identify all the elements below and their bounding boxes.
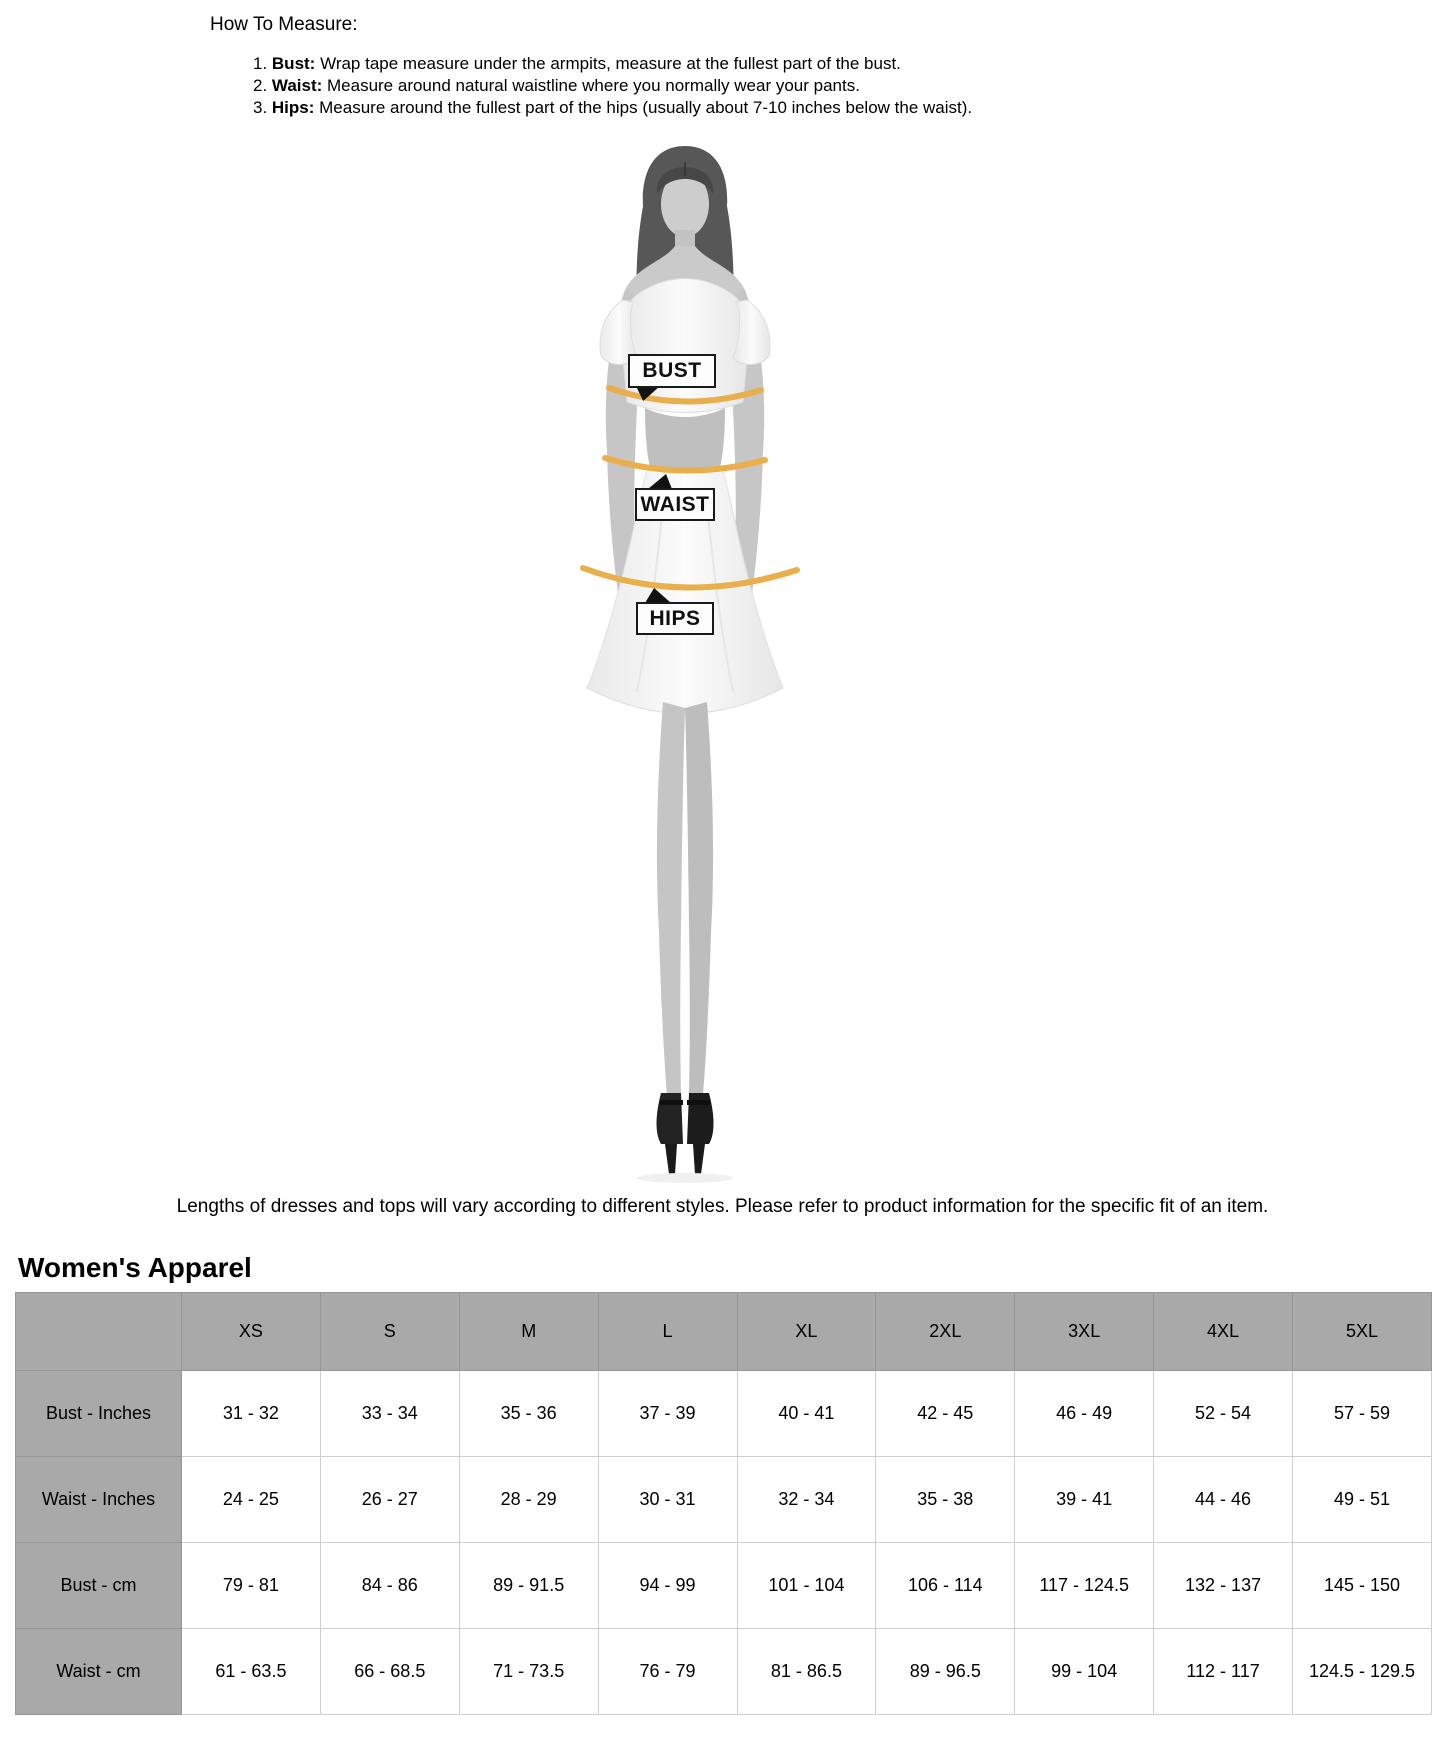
row-label: Bust - cm [16,1543,182,1629]
size-chart-table [15,1292,1432,1715]
section-title-womens-apparel: Women's Apparel [18,1252,252,1283]
size-value-cell: 46 - 49 [1015,1371,1154,1457]
size-value-cell: 99 - 104 [1015,1629,1154,1715]
size-value-cell: 84 - 86 [320,1543,459,1629]
measure-step [253,53,972,75]
size-value-cell: 32 - 34 [737,1457,876,1543]
size-value-cell: 101 - 104 [737,1543,876,1629]
size-value-cell: 117 - 124.5 [1015,1543,1154,1629]
size-value-cell: 42 - 45 [876,1371,1015,1457]
size-value-cell: 28 - 29 [459,1457,598,1543]
how-to-measure-title: How To Measure: [210,14,358,35]
size-column-header: M [459,1293,598,1371]
step-label: Hips: [271,98,320,117]
step-text: Measure around natural waistline where you normally wear your pants. [327,76,860,95]
size-value-cell: 44 - 46 [1154,1457,1293,1543]
measure-step [253,75,972,97]
row-label: Waist - cm [16,1629,182,1715]
step-label: Waist: [271,76,327,95]
size-value-cell: 31 - 32 [182,1371,321,1457]
size-value-cell: 52 - 54 [1154,1371,1293,1457]
size-column-header: L [598,1293,737,1371]
size-value-cell: 39 - 41 [1015,1457,1154,1543]
size-value-cell: 71 - 73.5 [459,1629,598,1715]
size-column-header: 3XL [1015,1293,1154,1371]
size-value-cell: 89 - 96.5 [876,1629,1015,1715]
size-value-cell: 145 - 150 [1293,1543,1432,1629]
size-value-cell: 57 - 59 [1293,1371,1432,1457]
size-value-cell: 132 - 137 [1154,1543,1293,1629]
waist-label: WAIST [635,488,715,521]
step-text: Measure around the fullest part of the hips (usually about 7-10 inches below the waist). [319,98,973,117]
size-value-cell: 40 - 41 [737,1371,876,1457]
size-value-cell: 94 - 99 [598,1543,737,1629]
row-label: Waist - Inches [16,1457,182,1543]
size-value-cell: 81 - 86.5 [737,1629,876,1715]
size-value-cell: 66 - 68.5 [320,1629,459,1715]
size-value-cell: 112 - 117 [1154,1629,1293,1715]
size-column-header: XS [182,1293,321,1371]
size-chart-header [16,1293,1432,1371]
size-value-cell: 124.5 - 129.5 [1293,1629,1432,1715]
table-row [16,1457,1432,1543]
size-value-cell: 24 - 25 [182,1457,321,1543]
size-guide-model-photo [545,140,845,1185]
size-value-cell: 89 - 91.5 [459,1543,598,1629]
size-value-cell: 33 - 34 [320,1371,459,1457]
bust-label: BUST [628,354,716,388]
size-column-header: S [320,1293,459,1371]
size-value-cell: 49 - 51 [1293,1457,1432,1543]
size-column-header: 2XL [876,1293,1015,1371]
size-chart-body [16,1371,1432,1715]
size-value-cell: 35 - 38 [876,1457,1015,1543]
row-label: Bust - Inches [16,1371,182,1457]
size-value-cell: 61 - 63.5 [182,1629,321,1715]
step-number: 1. [253,54,272,73]
step-number: 2. [253,76,272,95]
table-row [16,1629,1432,1715]
size-value-cell: 106 - 114 [876,1543,1015,1629]
size-chart-corner-cell [16,1293,182,1371]
fit-note: Lengths of dresses and tops will vary according to different styles. Please refer to product information for the specific fit of an item. [176,1196,1269,1217]
size-column-header: 5XL [1293,1293,1432,1371]
size-column-header: 4XL [1154,1293,1293,1371]
step-label: Bust: [271,54,321,73]
measure-step [253,97,972,119]
hips-label: HIPS [636,602,714,635]
size-column-header: XL [737,1293,876,1371]
size-value-cell: 37 - 39 [598,1371,737,1457]
table-row [16,1543,1432,1629]
step-text: Wrap tape measure under the armpits, measure at the fullest part of the bust. [320,54,901,73]
step-number: 3. [253,98,272,117]
size-value-cell: 35 - 36 [459,1371,598,1457]
size-value-cell: 30 - 31 [598,1457,737,1543]
size-value-cell: 79 - 81 [182,1543,321,1629]
size-value-cell: 26 - 27 [320,1457,459,1543]
size-value-cell: 76 - 79 [598,1629,737,1715]
table-row [16,1371,1432,1457]
model-illustration [545,140,845,1185]
measure-steps [253,53,972,119]
